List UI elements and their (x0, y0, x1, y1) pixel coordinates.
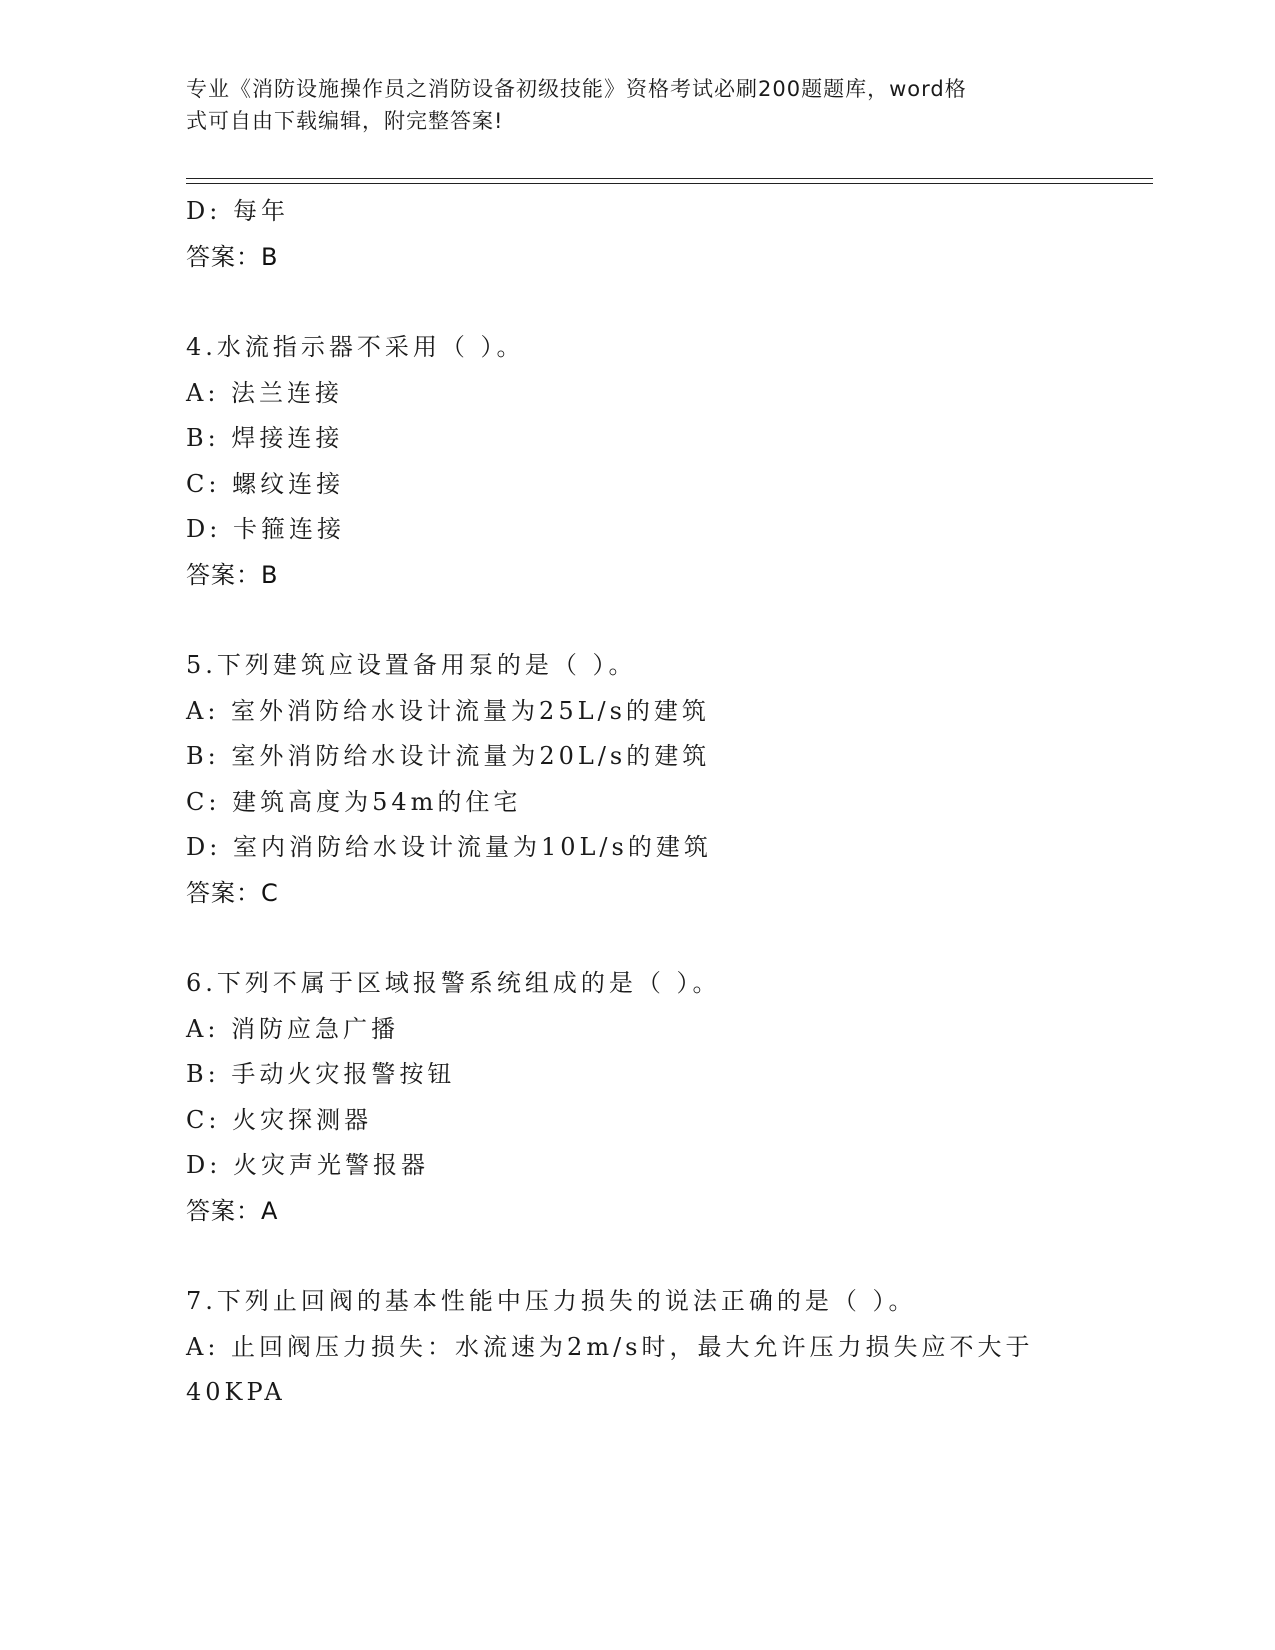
prev-question-answer: 答案：B (186, 242, 279, 271)
spacer (186, 1234, 1086, 1279)
question-stem: 4.水流指示器不采用（ ）。 (186, 333, 525, 361)
option-a: A: 法兰连接 (186, 378, 344, 407)
option-a: A: 室外消防给水设计流量为25L/s的建筑 (186, 696, 710, 725)
question-answer: 答案：C (186, 878, 279, 907)
document-header (186, 73, 1066, 137)
question-answer: 答案：A (186, 1196, 279, 1225)
header-divider-top (186, 178, 1153, 179)
question-list (186, 189, 1086, 1416)
option-c: C: 螺纹连接 (186, 469, 345, 498)
header-title-line-1: 专业《消防设施操作员之消防设备初级技能》资格考试必刷200题题库，word格 (186, 77, 967, 101)
option-d: D: 室内消防给水设计流量为10L/s的建筑 (186, 833, 712, 861)
option-d: D: 卡箍连接 (186, 515, 345, 543)
question-stem: 5.下列建筑应设置备用泵的是（ ）。 (186, 651, 637, 679)
question-6 (186, 961, 1086, 1234)
option-c: C: 火灾探测器 (186, 1105, 373, 1134)
option-a: A: 止回阀压力损失：水流速为2m/s时，最大允许压力损失应不大于 (186, 1332, 1034, 1361)
spacer (186, 598, 1086, 643)
question-5 (186, 643, 1086, 916)
question-answer: 答案：B (186, 560, 279, 589)
option-c: C: 建筑高度为54m的住宅 (186, 787, 522, 816)
question-stem: 7.下列止回阀的基本性能中压力损失的说法正确的是（ ）。 (186, 1287, 917, 1315)
spacer (186, 280, 1086, 325)
header-title-line-2: 式可自由下载编辑，附完整答案! (186, 109, 504, 133)
option-b: B: 手动火灾报警按钮 (186, 1060, 456, 1088)
option-b: B: 室外消防给水设计流量为20L/s的建筑 (186, 742, 711, 770)
option-a: A: 消防应急广播 (186, 1014, 400, 1043)
header-divider-bottom (186, 183, 1153, 184)
question-4 (186, 325, 1086, 598)
option-d: D: 火灾声光警报器 (186, 1151, 429, 1179)
option-b: B: 焊接连接 (186, 424, 344, 452)
option-a-continued: 40KPA (186, 1378, 286, 1406)
spacer (186, 916, 1086, 961)
question-stem: 6.下列不属于区域报警系统组成的是（ ）。 (186, 969, 721, 997)
prev-question-option-d: D: 每年 (186, 197, 289, 225)
question-7 (186, 1279, 1086, 1416)
